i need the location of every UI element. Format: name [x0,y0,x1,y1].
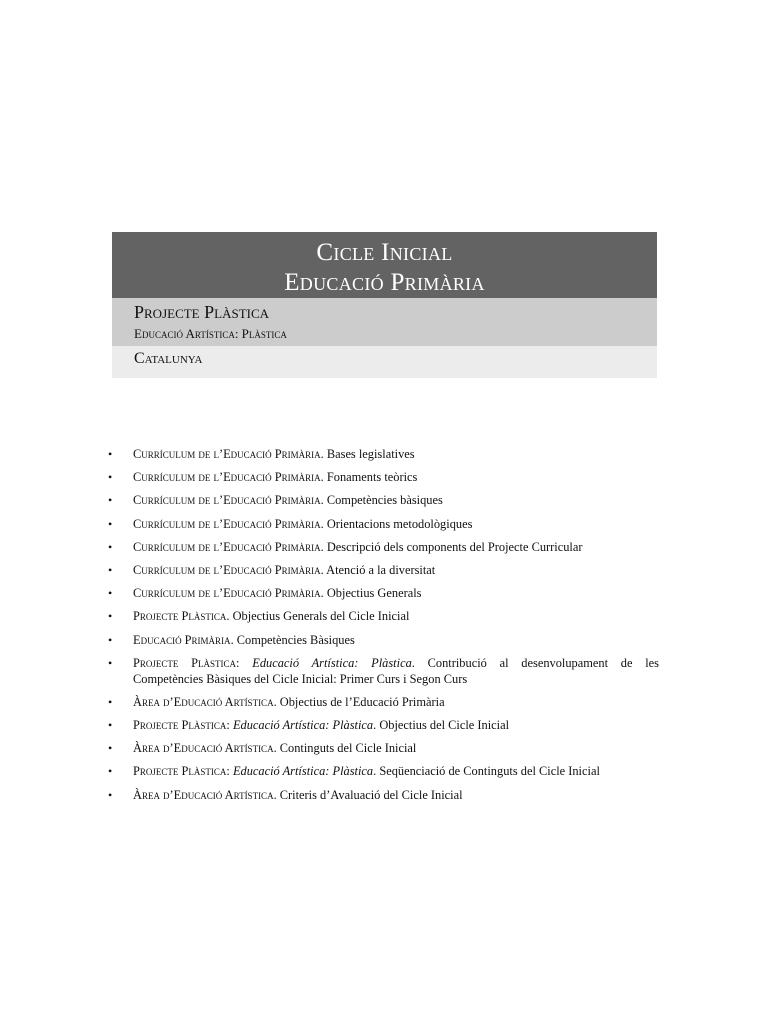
list-item-prefix: Currículum de l’Educació Primària [133,493,321,508]
list-item-text-continued: Competències Bàsiques del Cicle Inicial: Primer Curs i Segon Curs [133,671,468,686]
bullet-icon: • [108,787,113,802]
list-item-line [133,718,509,732]
list-item-line [133,563,435,577]
list-item [108,632,659,648]
list-item-line [133,764,600,778]
list-item-line [133,655,659,671]
region-name: Catalunya [134,350,203,367]
list-item-prefix: Àrea d’Educació Artística [133,694,274,709]
list-item-text: . Competències Bàsiques [230,632,355,647]
list-item [108,539,659,555]
list-item-prefix: Projecte Plàstica [133,609,227,624]
title-block [112,232,657,378]
list-item-line [133,470,417,484]
bullet-icon: • [108,741,113,756]
list-item-text: . Continguts del Cicle Inicial [273,741,417,756]
list-item-separator: : [226,718,233,733]
list-item-prefix: Educació Primària [133,632,231,647]
list-item-text: . Objectius de l’Educació Primària [273,694,445,709]
list-item-text: . Seqüenciació de Continguts del Cicle Inicial [373,764,600,779]
bullet-icon: • [108,718,113,733]
list-item [108,585,659,601]
project-area: Educació Artística: Plàstica [134,326,287,341]
list-item-text: . Competències bàsiques [320,493,443,508]
list-item-prefix: Currículum de l’Educació Primària [133,586,321,601]
project-name: Projecte Plàstica [134,302,270,322]
list-item-prefix: Currículum de l’Educació Primària [133,470,321,485]
bullet-icon: • [108,562,113,577]
list-item-text: . Contribució al desenvolupament de les [411,655,659,670]
list-item-subject: Educació Artística: Plàstica [232,718,374,733]
list-item-line [133,695,445,709]
list-item-line [133,517,472,531]
project-band [112,298,657,346]
list-item-prefix: Currículum de l’Educació Primària [133,539,321,554]
list-item-text: . Objectius Generals del Cicle Inicial [226,609,410,624]
list-item-line [133,741,416,755]
list-item [108,562,659,578]
list-item [108,717,659,733]
bullet-icon: • [108,609,113,624]
list-item [108,608,659,624]
bullet-icon: • [108,470,113,485]
list-item-prefix: Àrea d’Educació Artística [133,787,274,802]
list-item-line [133,633,355,647]
list-item-line [133,447,415,461]
list-item-text: . Objectius del Cicle Inicial [373,718,510,733]
list-item-prefix: Projecte Plàstica [133,764,227,779]
list-item [108,740,659,756]
bullet-icon: • [108,764,113,779]
list-item-separator: : [226,764,233,779]
contents-list [108,446,659,810]
list-item-subject: Educació Artística: Plàstica [252,655,412,670]
list-item-text: . Atenció a la diversitat [320,562,436,577]
list-item-text: . Descripció dels components del Projecte Curricular [320,539,583,554]
list-item [108,516,659,532]
list-item [108,655,659,687]
list-item-separator: : [236,655,253,670]
bullet-icon: • [108,632,113,647]
region-band [112,346,657,378]
list-item [108,787,659,803]
title-band [112,232,657,298]
bullet-icon: • [108,516,113,531]
list-item [108,492,659,508]
title-level: Educació Primària [284,269,485,296]
bullet-icon: • [108,694,113,709]
list-item-prefix: Projecte Plàstica [133,718,227,733]
list-item-line [133,609,409,623]
bullet-icon: • [108,586,113,601]
list-item-line [133,586,421,600]
list-item-prefix: Currículum de l’Educació Primària [133,447,321,461]
list-item-prefix: Currículum de l’Educació Primària [133,562,321,577]
list-item-line [133,540,583,554]
bullet-icon: • [108,539,113,554]
list-item-text: . Objectius Generals [320,586,422,601]
list-item-prefix: Projecte Plàstica [133,655,237,670]
list-item [108,446,659,462]
bullet-icon: • [108,447,113,461]
title-cycle: Cicle Inicial [316,239,453,266]
list-item-text: . Orientacions metodològiques [320,516,473,531]
list-item-prefix: Àrea d’Educació Artística [133,741,274,756]
list-item-line [133,493,443,507]
list-item [108,469,659,485]
list-item-line [133,788,463,802]
list-item-subject: Educació Artística: Plàstica [232,764,374,779]
bullet-icon: • [108,655,113,670]
list-item [108,694,659,710]
list-item-text: . Criteris d’Avaluació del Cicle Inicial [273,787,463,802]
bullet-icon: • [108,493,113,508]
list-item-prefix: Currículum de l’Educació Primària [133,516,321,531]
list-item [108,763,659,779]
list-item-text: . Fonaments teòrics [320,470,418,485]
list-item-text: . Bases legislatives [320,447,415,461]
